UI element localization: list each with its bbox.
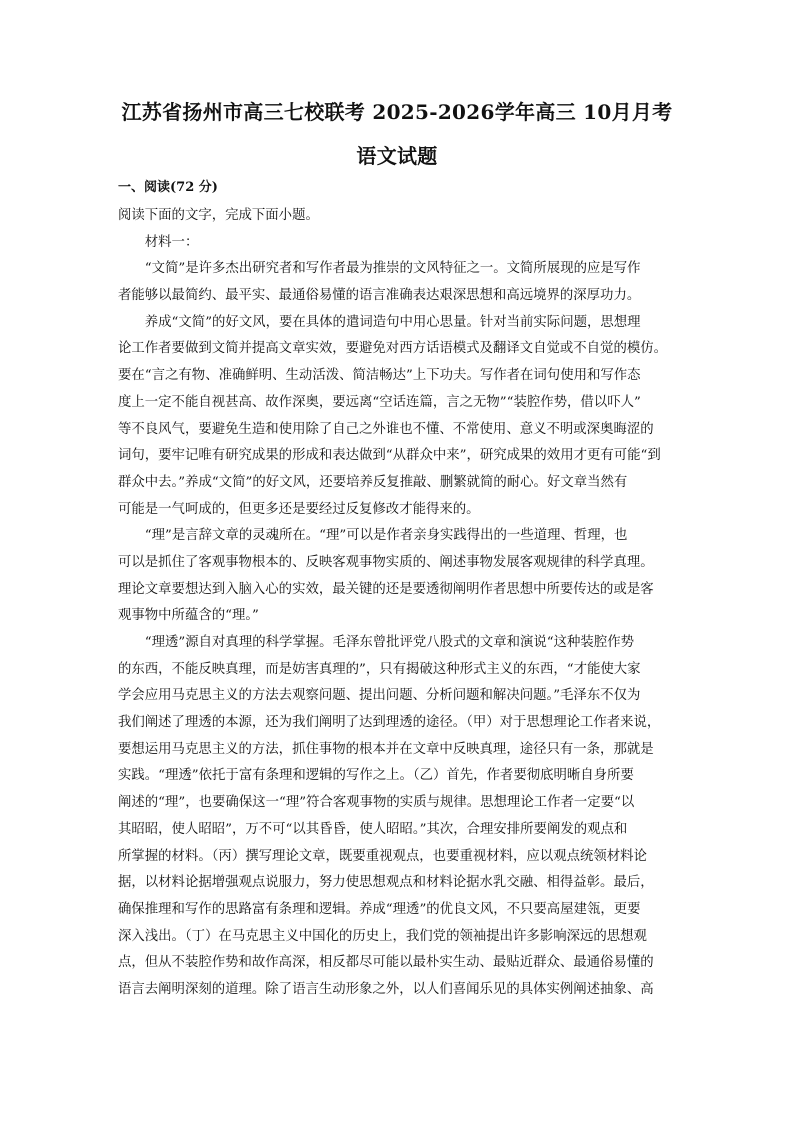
passage-line [118,203,678,230]
passage-line-text: 确保推理和写作的思路富有条理和逻辑。养成“理透”的优良文风，不只要高屋建瓴，更要 [118,901,641,917]
passage-line [118,630,678,657]
passage-line-text: 的东西，不能反映真理，而是妨害真理的”，只有揭破这种形式主义的东西，“才能使大家 [118,661,641,677]
passage-line [118,710,678,737]
passage-line [118,603,678,630]
passage-line [118,950,678,977]
passage-line [118,363,678,390]
passage-line-text: 群众中去。”养成“文简”的好文风，还要培养反复推敲、删繁就简的耐心。好文章当然有 [118,474,628,490]
passage-line-text: 实践。“理透”依托于富有条理和逻辑的写作之上。（乙）首先，作者要彻底明晰自身所要 [118,768,634,784]
passage-line [118,390,678,417]
passage-line-text: 词句，要牢记唯有研究成果的形成和表达做到“从群众中来”，研究成果的效用才更有可能“到 [118,448,661,464]
passage-line-text: 理论文章要想达到入脑入心的实效，最关键的还是要透彻阐明作者思想中所要传达的或是客 [118,581,654,597]
passage-line-text: 可以是抓住了客观事物根本的、反映客观事物实质的、阐述事物发展客观规律的科学真理。 [118,554,654,570]
passage-line-text: 观事物中所蕴含的“理。” [118,608,259,624]
passage-line-text: 学会应用马克思主义的方法去观察问题、提出问题、分析问题和解决问题。”毛泽东不仅为 [118,688,641,704]
passage-line-text: 材料一： [118,234,199,250]
passage-line [118,230,678,257]
passage-line [118,310,678,337]
passage-line-text: 阅读下面的文字，完成下面小题。 [118,208,319,223]
passage-line-text: 养成“文简”的好文风，要在具体的遣词造句中用心思量。针对当前实际问题，思想理 [118,314,641,330]
passage-line [118,844,678,871]
passage-line [118,336,678,363]
passage-line-text: “理”是言辞文章的灵魂所在。“理”可以是作者亲身实践得出的一些道理、哲理，也 [118,528,628,544]
passage-line-text: 我们阐述了理透的本源，还为我们阐明了达到理透的途径。（甲）对于思想理论工作者来说， [118,715,661,731]
passage-line [118,417,678,444]
passage-line-text: 深入浅出。（丁）在马克思主义中国化的历史上，我们党的领袖提出许多影响深远的思想观 [118,928,647,944]
passage-line-text: 语言去阐明深刻的道理。除了语言生动形象之外，以人们喜闻乐见的具体实例阐述抽象、高 [118,981,654,997]
passage-line [118,256,678,283]
passage-line-text: “理透”源自对真理的科学掌握。毛泽东曾批评党八股式的文章和演说“这种装腔作势 [118,635,634,650]
passage-line [118,817,678,844]
passage-line [118,577,678,604]
passage-line [118,470,678,497]
passage-line-text: 度上一定不能自视甚高、故作深奥，要远离“空话连篇，言之无物”“装腔作势，借以吓人” [118,394,641,410]
document-subtitle: 语文试题 [356,144,438,168]
passage-line-text: 据，以材料论据增强观点说服力，努力使思想观点和材料论据水乳交融、相得益彰。最后， [118,875,654,891]
passage-line [118,763,678,790]
passage-line-text: “文简”是许多杰出研究者和写作者最为推崇的文风特征之一。文简所展现的应是写作 [118,261,641,277]
document-title: 江苏省扬州市高三七校联考 2025-2026学年高三 10月月考 [121,100,673,124]
passage-line [118,523,678,550]
passage-line [118,790,678,817]
passage-line-text: 要在“言之有物、准确鲜明、生动活泼、简洁畅达”上下功夫。写作者在词句使用和写作态 [118,368,641,384]
passage-line-text: 其昭昭，使人昭昭”，万不可“以其昏昏，使人昭昭。”其次，合理安排所要阐发的观点和 [118,821,628,837]
passage-line-text: 阐述的“理”，也要确保这一“理”符合客观事物的实质与规律。思想理论工作者一定要“以 [118,795,635,811]
passage-line [118,924,678,951]
passage-line-text: 要想运用马克思主义的方法，抓住事物的根本并在文章中反映真理，途径只有一条，那就是 [118,741,654,757]
section-heading: 一、阅读(72 分) [118,180,218,195]
passage-line [118,283,678,310]
passage-line [118,897,678,924]
passage-line-text: 点，但从不装腔作势和故作高深，相反都尽可能以最朴实生动、最贴近群众、最通俗易懂的 [118,955,654,971]
passage-line-text: 所掌握的材料。（丙）撰写理论文章，既要重视观点，也要重视材料，应以观点统领材料论 [118,848,647,864]
passage-line [118,497,678,524]
passage-line-text: 论工作者要做到文简并提高文章实效，要避免对西方话语模式及翻译文自觉或不自觉的模仿。 [118,341,668,357]
passage-line [118,550,678,577]
passage-line [118,443,678,470]
passage-line [118,870,678,897]
passage-line-text: 可能是一气呵成的，但更多还是要经过反复修改才能得来的。 [118,501,480,517]
passage-line [118,737,678,764]
passage-line-text: 者能够以最简约、最平实、最通俗易懂的语言准确表达艰深思想和高远境界的深厚功力。 [118,288,641,304]
passage-line-text: 等不良风气，要避免生造和使用除了自己之外谁也不懂、不常使用、意义不明或深奥晦涩的 [118,421,654,437]
passage-line [118,977,678,1004]
passage-body [118,203,678,1004]
passage-line [118,683,678,710]
passage-line [118,657,678,684]
